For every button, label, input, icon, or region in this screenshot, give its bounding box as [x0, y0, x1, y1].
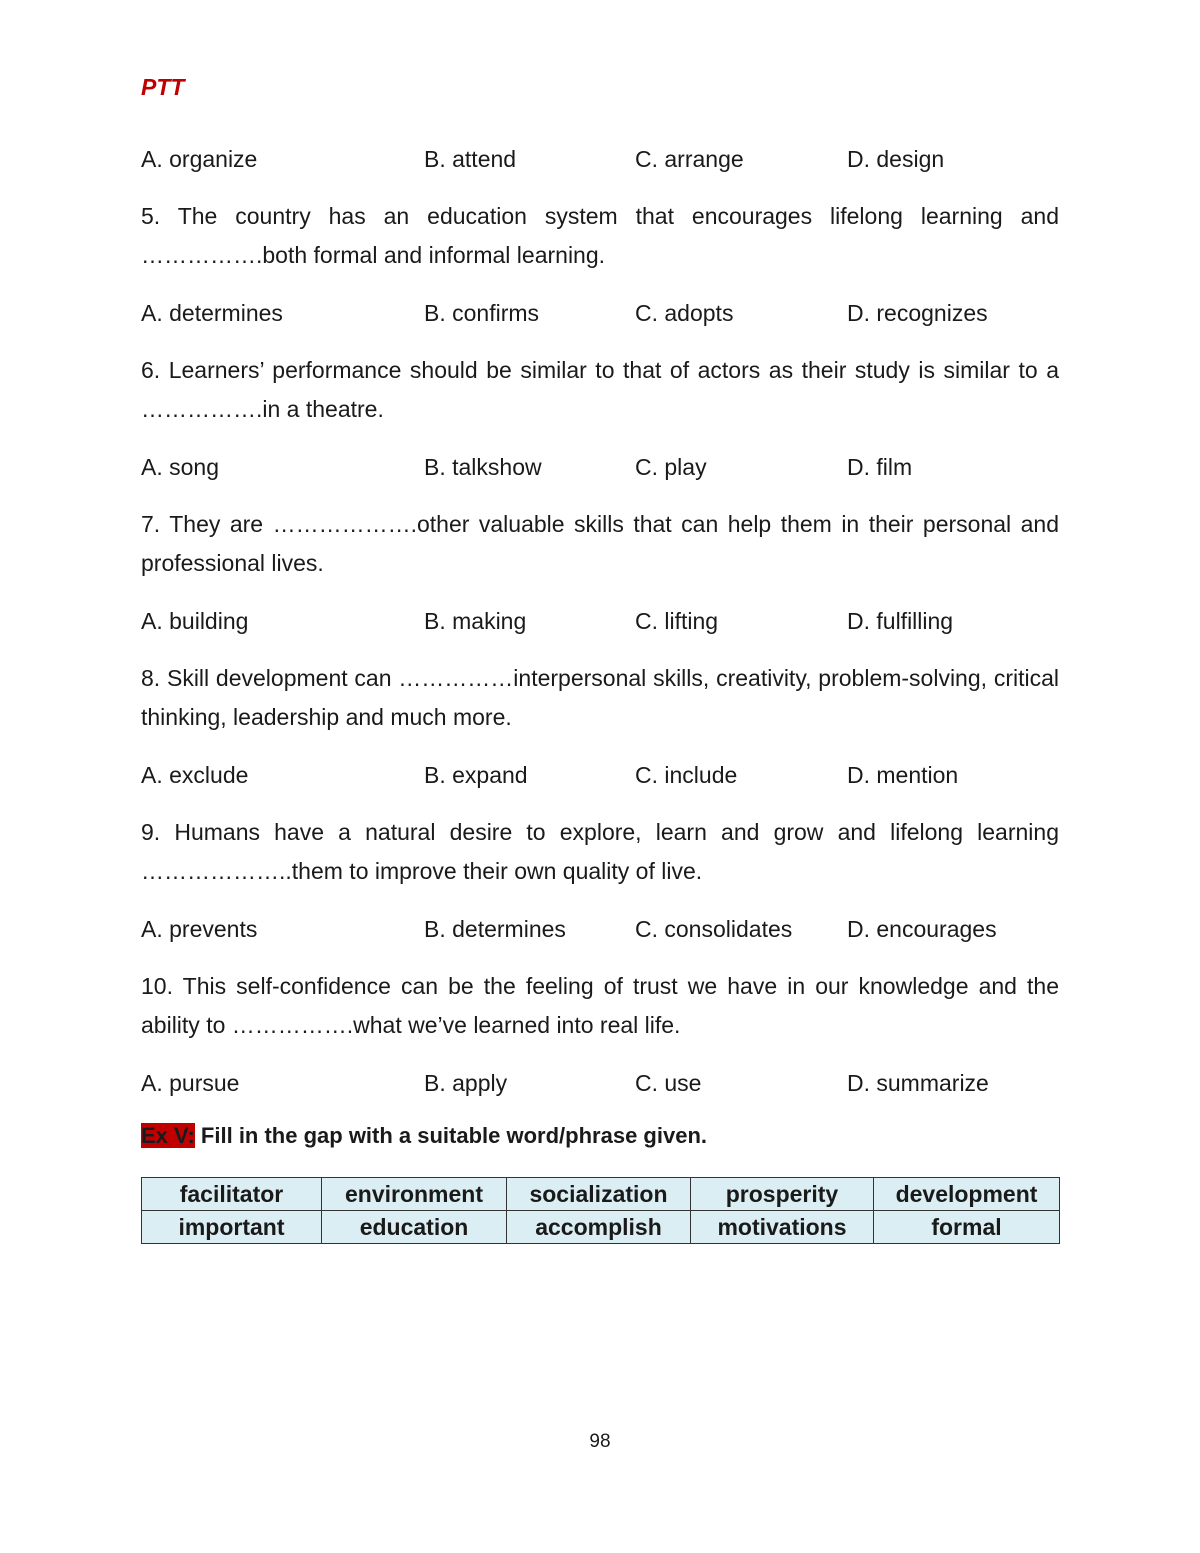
- option-b: B. confirms: [424, 300, 540, 326]
- option-d: D. mention: [847, 762, 959, 788]
- exercise-instruction: Fill in the gap with a suitable word/phrase given.: [194, 1123, 707, 1148]
- word-cell: important: [142, 1211, 322, 1244]
- option-b: B. talkshow: [424, 454, 542, 480]
- option-d: D. fulfilling: [847, 608, 954, 634]
- option-a: A. organize: [141, 146, 258, 172]
- options-row-q6: [141, 449, 1059, 485]
- table-row: [142, 1211, 1060, 1244]
- word-cell: motivations: [691, 1211, 874, 1244]
- question-9: 9. Humans have a natural desire to explore, learn and grow and lifelong learning ………………..them to improve their own quality of live.: [141, 819, 1059, 884]
- options-row-q9: [141, 911, 1059, 947]
- option-d: D. encourages: [847, 916, 997, 942]
- option-c: C. adopts: [635, 300, 734, 326]
- options-row-q5: [141, 295, 1059, 331]
- page-content: [141, 141, 1059, 1244]
- option-a: A. exclude: [141, 762, 249, 788]
- exercise-heading: [141, 1121, 1059, 1151]
- option-b: B. making: [424, 608, 527, 634]
- option-c: C. use: [635, 1070, 702, 1096]
- word-cell: formal: [874, 1211, 1060, 1244]
- running-header: PTT: [141, 74, 185, 100]
- options-row-q4: [141, 141, 1059, 177]
- option-d: D. film: [847, 454, 913, 480]
- option-d: D. recognizes: [847, 300, 988, 326]
- exercise-tag: Ex V:: [141, 1123, 195, 1148]
- option-b: B. expand: [424, 762, 528, 788]
- word-bank-table: [141, 1177, 1060, 1244]
- option-a: A. pursue: [141, 1070, 240, 1096]
- word-cell: prosperity: [691, 1178, 874, 1211]
- question-10: 10. This self-confidence can be the feeling of trust we have in our knowledge and the ability to …………….what we’ve learned into real life.: [141, 973, 1059, 1038]
- option-b: B. attend: [424, 146, 517, 172]
- page-number: 98: [589, 1431, 611, 1452]
- option-b: B. apply: [424, 1070, 508, 1096]
- word-cell: socialization: [507, 1178, 691, 1211]
- table-row: [142, 1178, 1060, 1211]
- word-cell: facilitator: [142, 1178, 322, 1211]
- word-cell: development: [874, 1178, 1060, 1211]
- option-a: A. determines: [141, 300, 283, 326]
- question-5: 5. The country has an education system that encourages lifelong learning and …………….both formal and informal learning.: [141, 203, 1059, 268]
- options-row-q10: [141, 1065, 1059, 1101]
- option-d: D. design: [847, 146, 945, 172]
- option-c: C. arrange: [635, 146, 744, 172]
- option-a: A. building: [141, 608, 249, 634]
- options-row-q7: [141, 603, 1059, 639]
- option-d: D. summarize: [847, 1070, 989, 1096]
- option-c: C. consolidates: [635, 916, 793, 942]
- option-b: B. determines: [424, 916, 566, 942]
- question-6: 6. Learners’ performance should be similar to that of actors as their study is similar to a …………….in a theatre.: [141, 357, 1059, 422]
- option-a: A. song: [141, 454, 219, 480]
- option-c: C. lifting: [635, 608, 719, 634]
- option-c: C. include: [635, 762, 738, 788]
- question-7: 7. They are ……………….other valuable skills that can help them in their personal and professional lives.: [141, 511, 1059, 576]
- options-row-q8: [141, 757, 1059, 793]
- word-cell: education: [322, 1211, 507, 1244]
- question-8: 8. Skill development can ……………interpersonal skills, creativity, problem-solving, critical thinking, leadership and much more.: [141, 665, 1059, 730]
- word-cell: accomplish: [507, 1211, 691, 1244]
- option-a: A. prevents: [141, 916, 258, 942]
- word-cell: environment: [322, 1178, 507, 1211]
- option-c: C. play: [635, 454, 707, 480]
